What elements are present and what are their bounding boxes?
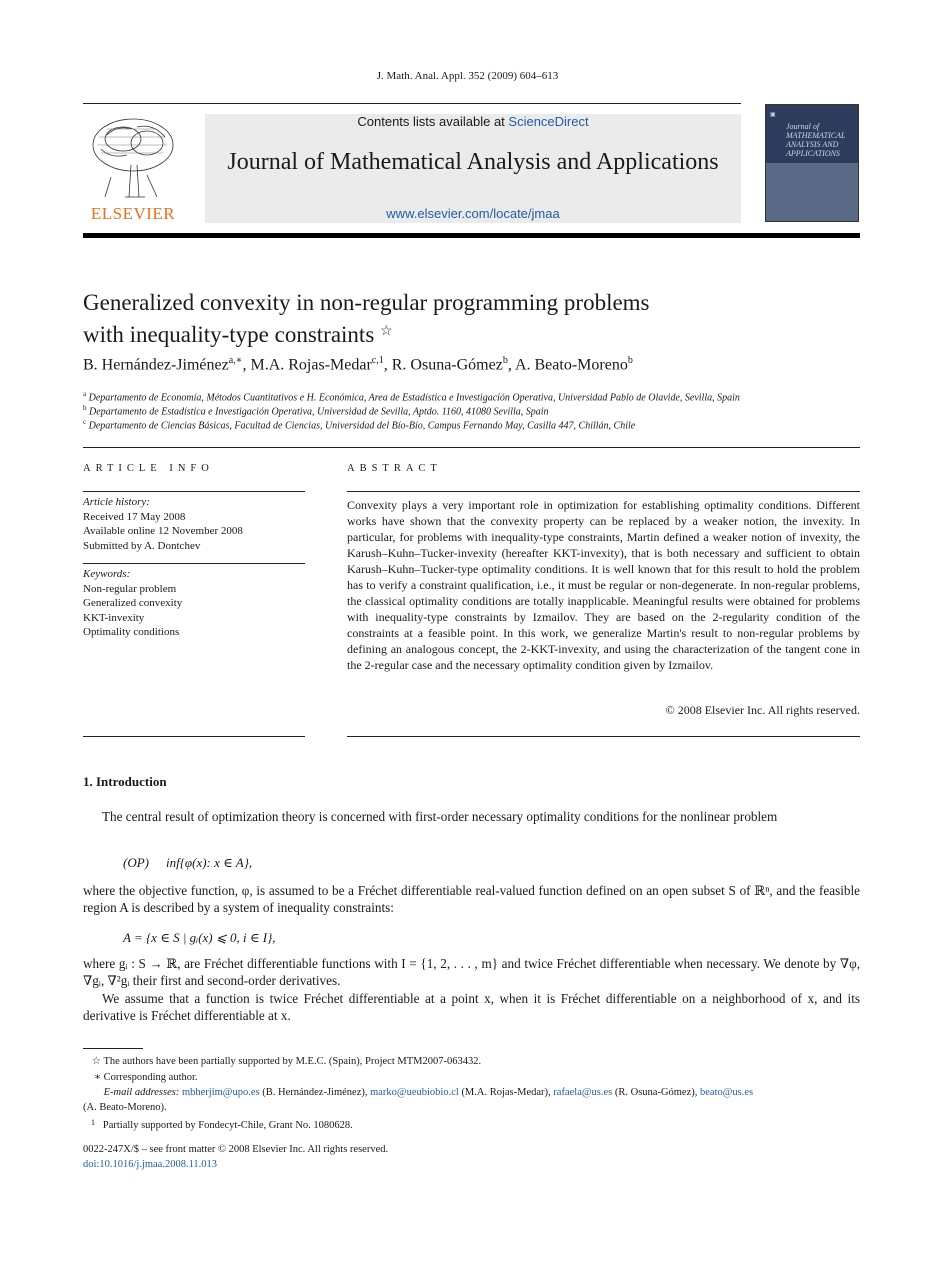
footnote-one xyxy=(83,1115,860,1133)
equation-feasible-region: A = {x ∈ S | gᵢ(x) ⩽ 0, i ∈ I}, xyxy=(123,930,276,945)
journal-cover-image xyxy=(765,104,859,222)
email-owner: (M.A. Rojas-Medar), xyxy=(461,1087,551,1098)
author-sup[interactable]: b xyxy=(502,355,508,366)
abstract-text: Convexity plays a very important role in optimization for establishing optimality conditions. Different works have shown that the convexity property can be replaced by a weaker notion, the invexity. In particular, for problems with inequality-type constraints, Martin defined a weaker notion of invexity, the Karush–Kuhn–Tucker-invexity (hereafter KKT-invexity), that is both necessary and sufficient to obtain Karush–Kuhn–Tucker-type optimality conditions. It is well known that for this result to hold the problem has to verify a constraint qualification, i.e., it must be regular or non-degenerate. In non-regular problems, the classical optimality conditions are totally inapplicable. Meaningful results were obtained for problems with inequality-type constraints by Izmailov. They are based on the 2-regularity condition of the constraints at a feasible point. In this work, we generalize Martin's result to non-regular problems by defining an analogous concept, the 2-KKT-invexity, and using the characterization of the tangent cone in the 2-regular case and the necessary optimality condition given by Izmailov. xyxy=(347,498,860,672)
section-heading: 1. Introduction xyxy=(83,774,167,789)
email-link[interactable]: beato@us.es xyxy=(700,1087,754,1098)
email-link[interactable]: mbherjim@upo.es xyxy=(181,1087,260,1098)
keywords xyxy=(83,567,305,640)
author-name: A. Beato-Moreno xyxy=(514,356,628,374)
elsevier-tree-logo xyxy=(87,115,179,203)
cover-title: Journal of MATHEMATICAL ANALYSIS AND APPLICATIONS xyxy=(786,122,846,158)
intro-paragraph-2: where the objective function, φ, is assumed to be a Fréchet differentiable real-valued function defined on an open subset S of ℝⁿ, and the feasible region A is described by a system of inequality constraints: xyxy=(83,883,860,915)
affiliation-text: Departamento de Economía, Métodos Cuantitativos e H. Económica, Area de Estadística e Investigación Operativa, Universidad Pablo de Olavide, Sevilla, Spain xyxy=(88,392,740,404)
intro-paragraph-4: We assume that a function is twice Fréchet differentiable at a point x, when it is Fréchet differentiable on a neighborhood of x, and its derivative is Fréchet differentiable at x. xyxy=(83,991,860,1023)
email-owner: (R. Osuna-Gómez), xyxy=(614,1087,698,1098)
author-name: M.A. Rojas-Medar xyxy=(250,356,372,374)
journal-title: Journal of Mathematical Analysis and Applications xyxy=(227,149,719,175)
author-name: B. Hernández-Jiménez xyxy=(83,356,229,374)
title-line-2 xyxy=(83,317,843,349)
sciencedirect-link[interactable]: ScienceDirect xyxy=(508,114,589,129)
affiliation-b xyxy=(83,404,860,417)
front-matter: 0022-247X/$ – see front matter © 2008 Elsevier Inc. All rights reserved. xyxy=(83,1144,389,1155)
author-name: R. Osuna-Gómez xyxy=(391,356,503,374)
author-sup[interactable]: a,∗ xyxy=(228,355,243,366)
footnote-emails xyxy=(83,1085,860,1115)
article-title xyxy=(83,288,843,349)
footnote-corr-text: Corresponding author. xyxy=(103,1072,198,1083)
title-line-1: Generalized convexity in non-regular programming problems xyxy=(83,290,650,315)
footnote-one-text: Partially supported by Fondecyt-Chile, Grant No. 1080628. xyxy=(102,1120,353,1131)
email-label: E-mail addresses: xyxy=(103,1087,180,1098)
footnote-star-text: The authors have been partially supported by M.E.C. (Spain), Project MTM2007-063432. xyxy=(103,1056,482,1067)
author-sup[interactable]: c,1 xyxy=(371,355,384,366)
author-sup[interactable]: b xyxy=(627,355,633,366)
equation-op: inf{φ(x): x ∈ A}, xyxy=(166,855,253,870)
author-list: B. Hernández-Jiménez$^{a,∗}$, M.A. Rojas-Medar$^{c,1}$, R. Osuna-Gómez$^b$, A. Beato-Moreno$^b$ xyxy=(83,355,633,374)
footnote-rule xyxy=(83,1048,143,1049)
info-rule-bottom xyxy=(83,736,305,737)
footnote-one-mark: 1 xyxy=(91,1118,95,1127)
title-footnote-mark[interactable]: ☆ xyxy=(380,324,393,339)
keyword-item: Optimality conditions xyxy=(83,626,180,638)
affiliation-rule xyxy=(83,447,860,448)
contents-line xyxy=(205,114,741,129)
keyword-item: Non-regular problem xyxy=(83,582,177,595)
abstract-copyright: © 2008 Elsevier Inc. All rights reserved. xyxy=(665,703,860,717)
elsevier-logo-text: ELSEVIER xyxy=(90,204,176,223)
affiliation-mark: b xyxy=(83,404,87,412)
email-link[interactable]: marko@ueubiobio.cl xyxy=(370,1087,459,1098)
email-link[interactable]: rafaela@us.es xyxy=(553,1087,613,1098)
equation-op-label: (OP) xyxy=(123,855,149,870)
affiliation-text: Departamento de Ciencias Básicas, Facultad de Ciencias, Universidad del Bío-Bío, Campus Fernando May, Casilla 447, Chillán, Chile xyxy=(88,420,636,432)
affiliation-a xyxy=(83,390,860,403)
intro-paragraph-1: The central result of optimization theory is concerned with first-order necessary optimality conditions for the nonlinear problem xyxy=(102,809,778,824)
abstract-rule-top xyxy=(347,491,860,492)
footnote-corr-mark: ∗ xyxy=(93,1072,101,1083)
affiliation-mark: c xyxy=(83,418,87,426)
keyword-item: KKT-invexity xyxy=(83,611,145,624)
journal-url-link[interactable]: www.elsevier.com/locate/jmaa xyxy=(386,206,560,221)
contents-prefix: Contents lists available at xyxy=(357,114,509,129)
email-tail: (A. Beato-Moreno). xyxy=(83,1102,167,1113)
article-history xyxy=(83,495,305,553)
footnote-star xyxy=(83,1054,860,1069)
history-item: Available online 12 November 2008 xyxy=(83,525,243,537)
intro-paragraph-3: where gᵢ : S → ℝ, are Fréchet differentiable functions with I = {1, 2, . . . , m} and twice Fréchet differentiable when necessary. We denote by ∇φ, ∇gᵢ, ∇²gᵢ their first and second-order derivatives. xyxy=(83,956,860,988)
title-line-2-text: with inequality-type constraints xyxy=(83,322,375,347)
header-thick-rule xyxy=(83,233,860,238)
keywords-label: Keywords: xyxy=(83,568,131,580)
affiliation-mark: a xyxy=(83,390,87,398)
info-rule-mid xyxy=(83,563,305,564)
keyword-item: Generalized convexity xyxy=(83,597,183,609)
affiliation-text: Departamento de Estadística e Investigación Operativa, Universidad de Sevilla, Aptdo. 1160, 41080 Sevilla, Spain xyxy=(89,406,549,418)
info-rule-top xyxy=(83,491,305,492)
header-rule xyxy=(83,103,741,104)
journal-citation: J. Math. Anal. Appl. 352 (2009) 604–613 xyxy=(376,70,559,82)
history-item: Received 17 May 2008 xyxy=(83,510,186,523)
footnote-star-mark: ☆ xyxy=(91,1056,101,1067)
history-item: Submitted by A. Dontchev xyxy=(83,539,201,552)
abstract-heading: ABSTRACT xyxy=(347,463,442,474)
doi-link[interactable]: doi:10.1016/j.jmaa.2008.11.013 xyxy=(83,1159,218,1170)
affiliation-c xyxy=(83,418,860,431)
article-info-heading: ARTICLE INFO xyxy=(83,463,214,474)
email-owner: (B. Hernández-Jiménez), xyxy=(262,1087,368,1098)
abstract-rule-bottom xyxy=(347,736,860,737)
history-label: Article history: xyxy=(83,496,150,508)
footnote-corresponding xyxy=(83,1070,860,1085)
cover-icon: ▣ xyxy=(770,112,776,118)
